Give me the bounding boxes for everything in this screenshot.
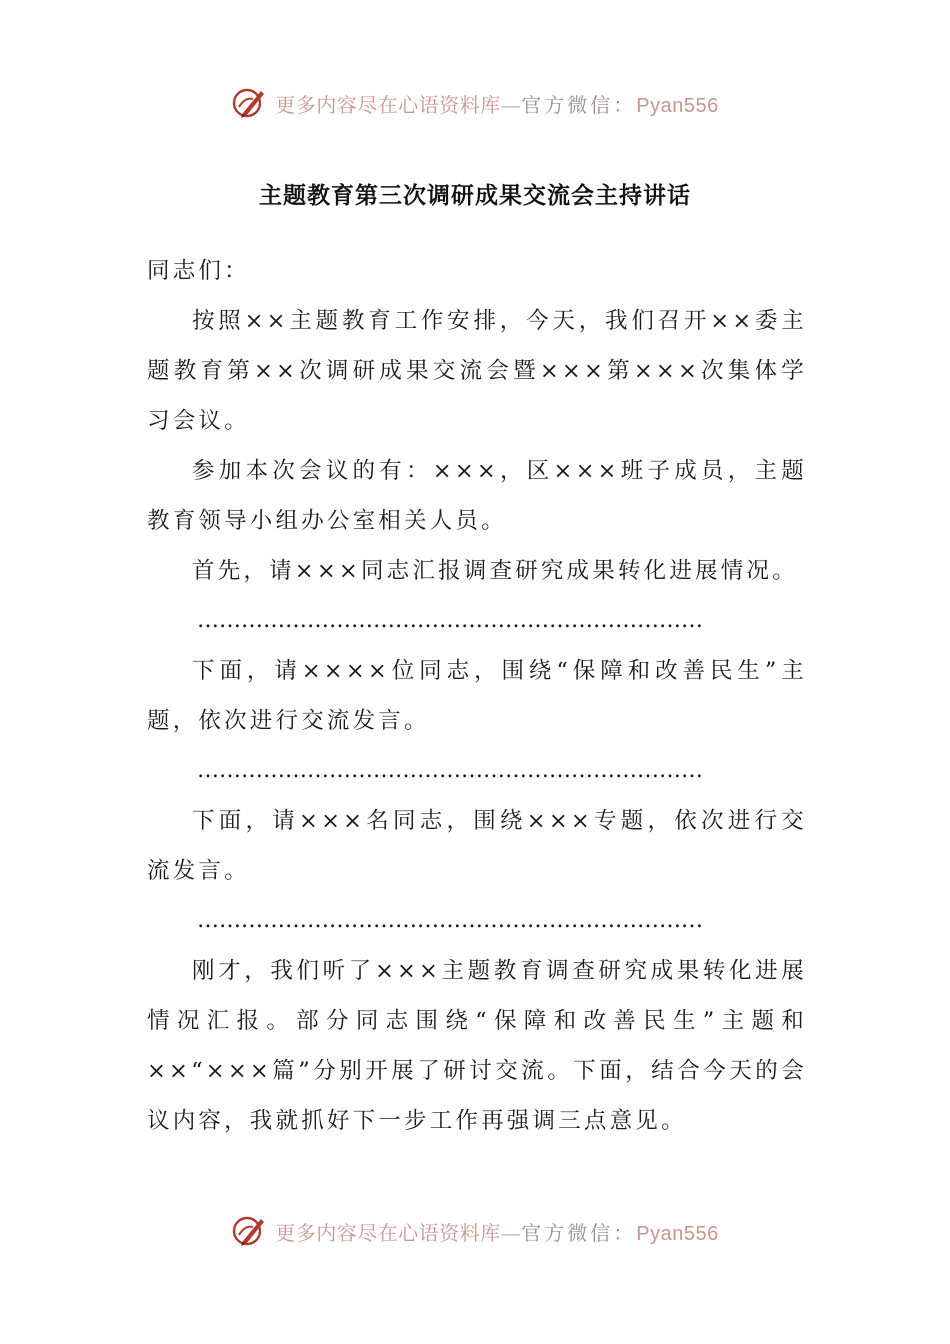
- watermark-text: 更多内容尽在心语资料库—官方微信：Pyan556: [275, 92, 719, 117]
- footer-watermark: [0, 1211, 950, 1251]
- watermark-text: 更多内容尽在心语资料库—官方微信：Pyan556: [275, 1220, 719, 1245]
- paragraph: 按照××主题教育工作安排，今天，我们召开××委主题教育第××次调研成果交流会暨×××第×××次集体学习会议。: [147, 308, 807, 434]
- paragraph: 参加本次会议的有：×××，区×××班子成员，主题教育领导小组办公室相关人员。: [147, 458, 807, 534]
- header-watermark: [0, 83, 950, 123]
- paragraph: 下面，请××××位同志，围绕“保障和改善民生”主题，依次进行交流发言。: [147, 658, 807, 734]
- document-title: 主题教育第三次调研成果交流会主持讲话: [259, 183, 691, 209]
- paragraph: 下面，请×××名同志，围绕×××专题，依次进行交流发言。: [147, 808, 807, 884]
- paragraph: 刚才，我们听了×××主题教育调查研究成果转化进展情况汇报。部分同志围绕“保障和改善民生”主题和××“×××篇”分别开展了研讨交流。下面，结合今天的会议内容，我就抓好下一步工作再强调三点意见。: [147, 958, 807, 1134]
- ellipsis-line: ……………………………………………………………: [197, 758, 703, 783]
- ellipsis-line: ……………………………………………………………: [197, 608, 703, 633]
- ellipsis-line: ……………………………………………………………: [197, 908, 703, 933]
- paragraph: 首先，请×××同志汇报调查研究成果转化进展情况。: [192, 558, 798, 584]
- document-body: [147, 246, 807, 1146]
- pen-logo-icon: [231, 1213, 267, 1249]
- pen-logo-icon: [231, 85, 267, 121]
- salutation: 同志们：: [147, 258, 250, 284]
